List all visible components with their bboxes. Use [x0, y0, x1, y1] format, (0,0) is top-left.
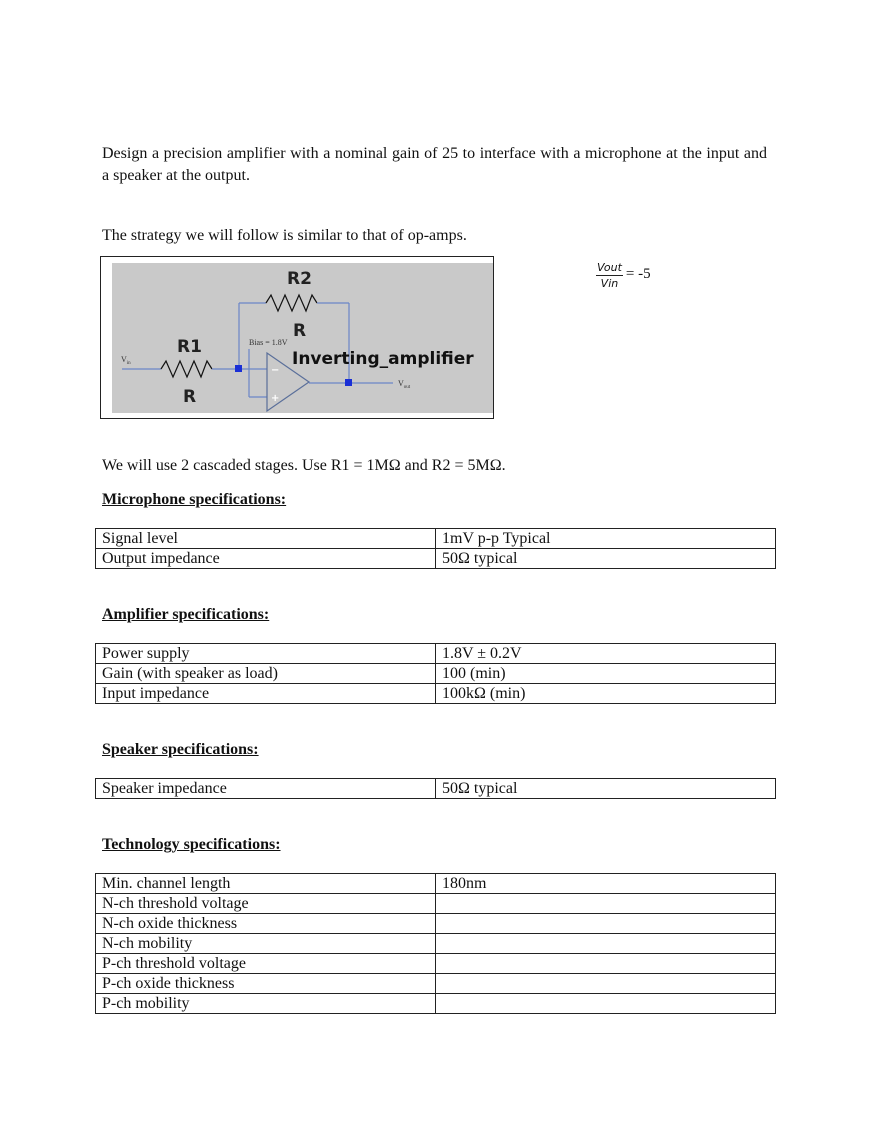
table-row — [96, 549, 776, 569]
table-row — [96, 974, 776, 994]
technology-heading: Technology specifications: — [102, 836, 281, 853]
output-junction-dot — [345, 379, 352, 386]
table-row — [96, 994, 776, 1014]
r1-value-label: R — [183, 387, 197, 407]
opamp-minus-sign: − — [271, 365, 280, 376]
r2-value-label: R — [293, 321, 307, 341]
spec-parameter-cell: Signal level — [96, 529, 436, 549]
spec-parameter-cell: Gain (with speaker as load) — [96, 664, 436, 684]
spec-value-cell: 180nm — [436, 874, 776, 894]
bias-label: Bias = 1.8V — [249, 338, 288, 347]
r2-label: R2 — [287, 269, 312, 289]
spec-parameter-cell: N-ch mobility — [96, 934, 436, 954]
spec-value-cell: 50Ω typical — [436, 549, 776, 569]
table-row — [96, 914, 776, 934]
gain-fraction — [596, 261, 623, 290]
speaker-heading: Speaker specifications: — [102, 741, 259, 758]
spec-parameter-cell: N-ch oxide thickness — [96, 914, 436, 934]
stages-note: We will use 2 cascaded stages. Use R1 = 1MΩ and R2 = 5MΩ. — [102, 457, 506, 474]
gain-denominator: Vin — [600, 277, 619, 290]
intro-paragraph: Design a precision amplifier with a nominal gain of 25 to interface with a microphone at the input and a speaker at the output. — [102, 145, 767, 184]
spec-value-cell — [436, 934, 776, 954]
table-row — [96, 779, 776, 799]
spec-parameter-cell: P-ch oxide thickness — [96, 974, 436, 994]
spec-parameter-cell: Input impedance — [96, 684, 436, 704]
spec-parameter-cell: P-ch threshold voltage — [96, 954, 436, 974]
spec-value-cell: 1.8V ± 0.2V — [436, 644, 776, 664]
amplifier-heading: Amplifier specifications: — [102, 606, 270, 623]
table-row — [96, 954, 776, 974]
spec-value-cell: 100kΩ (min) — [436, 684, 776, 704]
gain-equation — [596, 261, 651, 290]
table-row — [96, 894, 776, 914]
spec-value-cell — [436, 914, 776, 934]
spec-parameter-cell: Power supply — [96, 644, 436, 664]
spec-parameter-cell: P-ch mobility — [96, 994, 436, 1014]
microphone-heading: Microphone specifications: — [102, 491, 287, 508]
spec-value-cell — [436, 894, 776, 914]
strategy-text: The strategy we will follow is similar to that of op-amps. — [102, 227, 467, 244]
spec-parameter-cell: N-ch threshold voltage — [96, 894, 436, 914]
spec-parameter-cell: Min. channel length — [96, 874, 436, 894]
table-row — [96, 664, 776, 684]
spec-value-cell: 50Ω typical — [436, 779, 776, 799]
table-row — [96, 874, 776, 894]
opamp-plus-sign: + — [271, 393, 280, 404]
spec-parameter-cell: Speaker impedance — [96, 779, 436, 799]
input-junction-dot — [235, 365, 242, 372]
table-row — [96, 684, 776, 704]
vout-label: $V_{out}$ — [398, 379, 411, 390]
spec-parameter-cell: Output impedance — [96, 549, 436, 569]
figure-title: Inverting_amplifier — [292, 349, 474, 369]
gain-numerator: Vout — [597, 261, 622, 274]
circuit-figure — [100, 256, 494, 419]
spec-value-cell: 1mV p-p Typical — [436, 529, 776, 549]
gain-equation-rhs: = -5 — [625, 266, 651, 282]
amplifier-table — [95, 643, 776, 704]
spec-value-cell — [436, 994, 776, 1014]
vin-label: $V_{in}$ — [121, 355, 131, 366]
spec-value-cell — [436, 974, 776, 994]
spec-value-cell — [436, 954, 776, 974]
r1-label: R1 — [177, 337, 202, 357]
spec-value-cell: 100 (min) — [436, 664, 776, 684]
table-row — [96, 644, 776, 664]
inverting-amplifier-schematic — [101, 257, 493, 418]
table-row — [96, 934, 776, 954]
speaker-table — [95, 778, 776, 799]
technology-table — [95, 873, 776, 1014]
table-row — [96, 529, 776, 549]
microphone-table — [95, 528, 776, 569]
